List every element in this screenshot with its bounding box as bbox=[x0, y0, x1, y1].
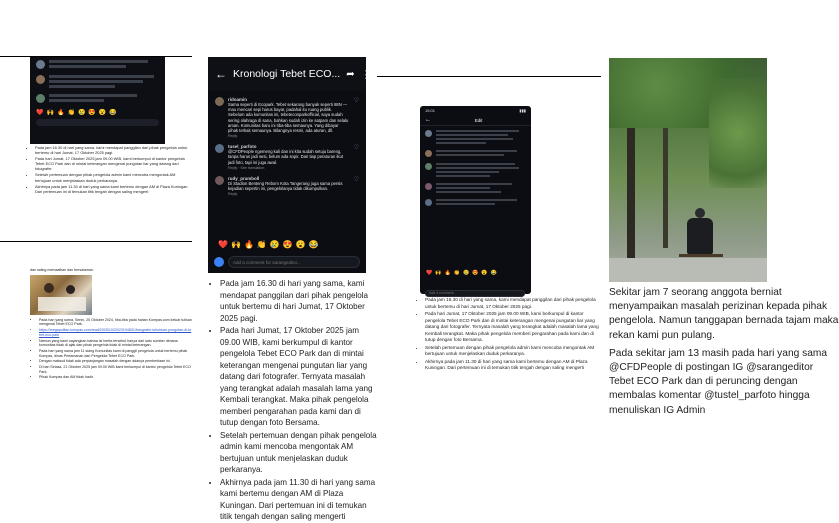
comment-row bbox=[36, 60, 159, 69]
comment-composer bbox=[214, 256, 360, 268]
panel-b-phone bbox=[208, 57, 372, 273]
bullet-item: • Namun yang kami sayangkan bahwa isi berita tersebut hanya dari satu sumber dimana komunitas tidak di ajak dan pihak pengelola tidak di mintai keterangan. bbox=[39, 339, 192, 348]
avatar bbox=[425, 150, 432, 157]
emoji-button[interactable]: 😮 bbox=[295, 240, 306, 249]
share-icon[interactable]: ➦ bbox=[346, 68, 355, 80]
emoji-bar: ❤️ 🙌 🔥 👏 😢 😍 😮 😂 bbox=[36, 110, 117, 116]
comment-row bbox=[36, 94, 159, 103]
comment-input[interactable] bbox=[228, 256, 360, 268]
avatar bbox=[425, 130, 432, 137]
emoji-button[interactable]: 😢 bbox=[269, 240, 280, 249]
heart-icon[interactable]: ♡ bbox=[353, 176, 359, 183]
park-photo bbox=[609, 58, 767, 282]
bullet-item: • Pihak Kompas dan AM tidak hadir. bbox=[39, 375, 192, 380]
comment-text: Di Stadion Benteng Reborn Kota Tangerang juga sama persis kejadian sepertin ini, pengelolanya tidak dikumpulkan. bbox=[228, 180, 343, 192]
status-time: 15:01 bbox=[425, 108, 436, 113]
more-vert-icon[interactable]: ⋮ bbox=[360, 68, 372, 81]
divider-line bbox=[0, 241, 192, 242]
panel-c-phone bbox=[420, 106, 531, 294]
comment-row bbox=[425, 130, 526, 144]
emoji-button[interactable]: ❤️ bbox=[218, 240, 228, 249]
app-header bbox=[208, 57, 372, 91]
screen-header: Edit bbox=[474, 117, 483, 123]
comment-meta[interactable]: Reply · See translation bbox=[228, 165, 265, 170]
comment-meta[interactable]: Reply bbox=[228, 192, 238, 197]
panel-b-text bbox=[211, 278, 381, 521]
avatar bbox=[215, 176, 224, 185]
comment-row bbox=[215, 176, 359, 196]
bullet-item: • Dengan maksud tidak ada perpanjangan masalah dengan adanya pemberitaan ini. bbox=[39, 359, 192, 364]
emoji-bar: ❤️ 🙌 🔥 👏 😢 😍 😮 😂 bbox=[426, 270, 497, 276]
doc-top-line: dan saling memaafkan dan bersalaman. bbox=[30, 268, 94, 272]
caption-text bbox=[609, 286, 839, 416]
avatar bbox=[36, 75, 45, 84]
bullet-item: • Pada hari yang sama, Senin, 20 Oktober 2024, tiba-tiba pada harian Kompas.com keluar tulisan mengenai Tebet ECO Park. bbox=[39, 318, 192, 327]
emoji-button[interactable]: 🔥 bbox=[243, 240, 254, 249]
emoji-button[interactable]: 👏 bbox=[256, 240, 267, 249]
bullet-item: • Akhirnya pada jam 11.30 di hari yang sama kami bertemu dengan AM di Plaza Kuningan. Dari pertemuan ini di temukan titik tengah dengan saling mengerti bbox=[220, 477, 381, 523]
bullet-item: • Pada jam 16.30 di hari yang sama, kami mendapat panggilan dari pihak pengelola untuk bertemu di hari Jumat, 17 Oktober 2025 pagi. bbox=[425, 297, 601, 310]
avatar bbox=[215, 144, 224, 153]
bullet-item: • Pada jam 16.30 di hari yang sama, kami mendapat panggilan dari pihak pengelola untuk bertemu di hari Jumat, 17 Oktober 2025 pagi. bbox=[220, 278, 381, 324]
comment-username[interactable]: tusel_parfoto bbox=[228, 144, 257, 150]
panel-d-document bbox=[30, 268, 192, 409]
bullet-item: • Pada hari Jumat, 17 Oktober 2025 jam 09.00 WIB, kami berkumpul di kantor pengelola Tebet ECO Park dan di mintai keterangan mengenai pungutan liar yang datang dari fotografer. Ternyata masalah yang terangkat adalah masalah lama yang Kembali terangkat. Maka pihak pengelola memberi pengarahan pada kami dan di tutup dengan foto Bersama. bbox=[220, 325, 381, 429]
panel-a-text bbox=[26, 145, 191, 195]
avatar bbox=[36, 60, 45, 69]
comment-row bbox=[425, 199, 526, 206]
emoji-button[interactable]: 😂 bbox=[308, 240, 319, 249]
emoji-bar bbox=[218, 240, 322, 249]
bullet-item: • Akhirnya pada jam 11.30 di hari yang sama kami bertemu dengan AM di Plaza Kuningan. Dari pertemuan ini di temukan titik tengah dengan saling mengerti bbox=[35, 184, 191, 194]
comment-input[interactable] bbox=[425, 290, 525, 297]
bullet-item: • Akhirnya pada jam 11.30 di hari yang sama kami bertemu dengan AM di Plaza Kuningan. Dari pertemuan ini di temukan titik tengah dengan saling mengerti bbox=[425, 359, 601, 372]
bullet-item: • Setelah pertemuan dengan pihak pengelola admin kami mencoba mengontak AM bertujuan untuk menjelaskan duduk perkaranya. bbox=[220, 430, 381, 476]
bullet-item: • Di hari Selasa, 21 Oktober 2025 jam 09.00 WIB kami berkumpul di kantor pengelola Tebet ECO Park. bbox=[39, 365, 192, 374]
comment-row bbox=[425, 183, 526, 193]
comment-row bbox=[36, 75, 159, 88]
avatar bbox=[36, 94, 45, 103]
avatar bbox=[425, 183, 432, 190]
divider-line bbox=[0, 56, 192, 57]
link-item[interactable]: • https://megapolitan.kompas.com/read/2025/10/20/23194831/fotografer-keluhkan-pungutan-di-tebet-eco-park bbox=[39, 328, 192, 337]
comment-list bbox=[208, 91, 366, 196]
comment-row bbox=[425, 150, 526, 157]
comment-username[interactable]: ridoamin bbox=[228, 97, 248, 102]
arrow-left-icon[interactable]: ← bbox=[425, 117, 431, 123]
heart-icon[interactable]: ♡ bbox=[353, 145, 359, 152]
photo-thumbnail bbox=[30, 275, 92, 315]
avatar bbox=[425, 163, 432, 170]
bullet-item: • Pada hari yang sama jam 11 siang Komunitas kami di panggil pengelola untuk bertemu pihak Kompas, dinas Pertamanan dan Pengelola Tebet ECO Park. bbox=[39, 349, 192, 358]
bullet-item: • Pada hari Jumat, 17 Oktober 2025 jam 09.00 WIB, kami berkumpul di kantor pengelola Tebet ECO Park dan di mintai keterangan mengenai pungutan liar yang datang dari fotografer. bbox=[35, 156, 191, 171]
comment-row bbox=[215, 144, 359, 170]
avatar bbox=[215, 97, 224, 106]
emoji-button[interactable]: 😍 bbox=[282, 240, 293, 249]
panel-a-phone-crop bbox=[30, 56, 165, 144]
avatar bbox=[214, 257, 224, 267]
bullet-item: • Pada jam 16.30 di hari yang sama, kami mendapat panggilan dari pihak pengelola untuk bertemu di hari Jumat, 17 Oktober 2025 pagi. bbox=[35, 145, 191, 155]
page-title: Kronologi Tebet ECO... bbox=[233, 68, 341, 80]
comment-username[interactable]: rudy_pramboll bbox=[228, 175, 260, 181]
emoji-button[interactable]: 🙌 bbox=[230, 240, 241, 249]
caption-paragraph: Sekitar jam 7 seorang anggota berniat menyampaikan masalah perizinan kepada pihak pengelola. Namun tanggapan bernada tajam maka rekan kami pun pulang. bbox=[609, 287, 839, 341]
bullet-item: • Pada hari Jumat, 17 Oktober 2025 jam 09.00 WIB, kami berkumpul di kantor pengelola Tebet ECO Park dan di mintai keterangan mengenai pungutan liar yang datang dari fotografer. Ternyata masalah yang terangkat adalah masalah lama yang Kembali terangkat. Maka pihak pengelola memberi pengarahan pada kami dan di tutup dengan foto Bersama. bbox=[425, 311, 601, 344]
comment-row bbox=[425, 163, 526, 177]
heart-icon[interactable]: ♡ bbox=[353, 98, 359, 104]
bullet-item: • Setelah pertemuan dengan pihak pengelola admin kami mencoba mengontak AM bertujuan untuk menjelaskan duduk perkaranya. bbox=[35, 172, 191, 182]
comment-text: @CFDPeople ngemeng kali dan ini kita sudah setuju bareng, tanpa harus jadi sesi, belum ada sopir. Dari tiap peraturan ikut jadi foto, tapi ini juga awal. bbox=[228, 149, 343, 165]
panel-c-text bbox=[416, 297, 601, 409]
comment-row bbox=[215, 97, 359, 138]
arrow-left-icon[interactable]: ← bbox=[215, 67, 227, 81]
comment-meta[interactable]: Reply bbox=[228, 134, 238, 139]
comment-text: Sama seperti di Ecopark. Tebet sekarang banyak seperti 88N — mau mencari sepi harus bayar, padahal itu ruang publik. Sebelum ada komunitas ini, tebeteconparkofficial, saya sudah sering olahraga di sana, bahkan sudah izin ke satpam dan selalu aman. Komunitas baru ini tiba-tiba semaunya. Yang dibayar pihak terkait semaunya. Bilangnya resmi, ada aturan, dll. bbox=[228, 102, 349, 134]
caption-paragraph: Pada sekitar jam 13 masih pada hari yang sama @CFDPeople di postingan IG @sarangeditor Tebet ECO Park dan di peruncing dengan membalas komentar @tustel_parfoto hingga menuliskan IG Admin bbox=[609, 347, 828, 416]
battery-icon: ▮▮▮ bbox=[519, 108, 526, 113]
avatar bbox=[425, 199, 432, 206]
divider-line bbox=[377, 76, 601, 77]
bullet-item: • Setelah pertemuan dengan pihak pengelola admin kami mencoba mengontak AM bertujuan untuk menjelaskan duduk perkaranya. bbox=[425, 345, 601, 358]
